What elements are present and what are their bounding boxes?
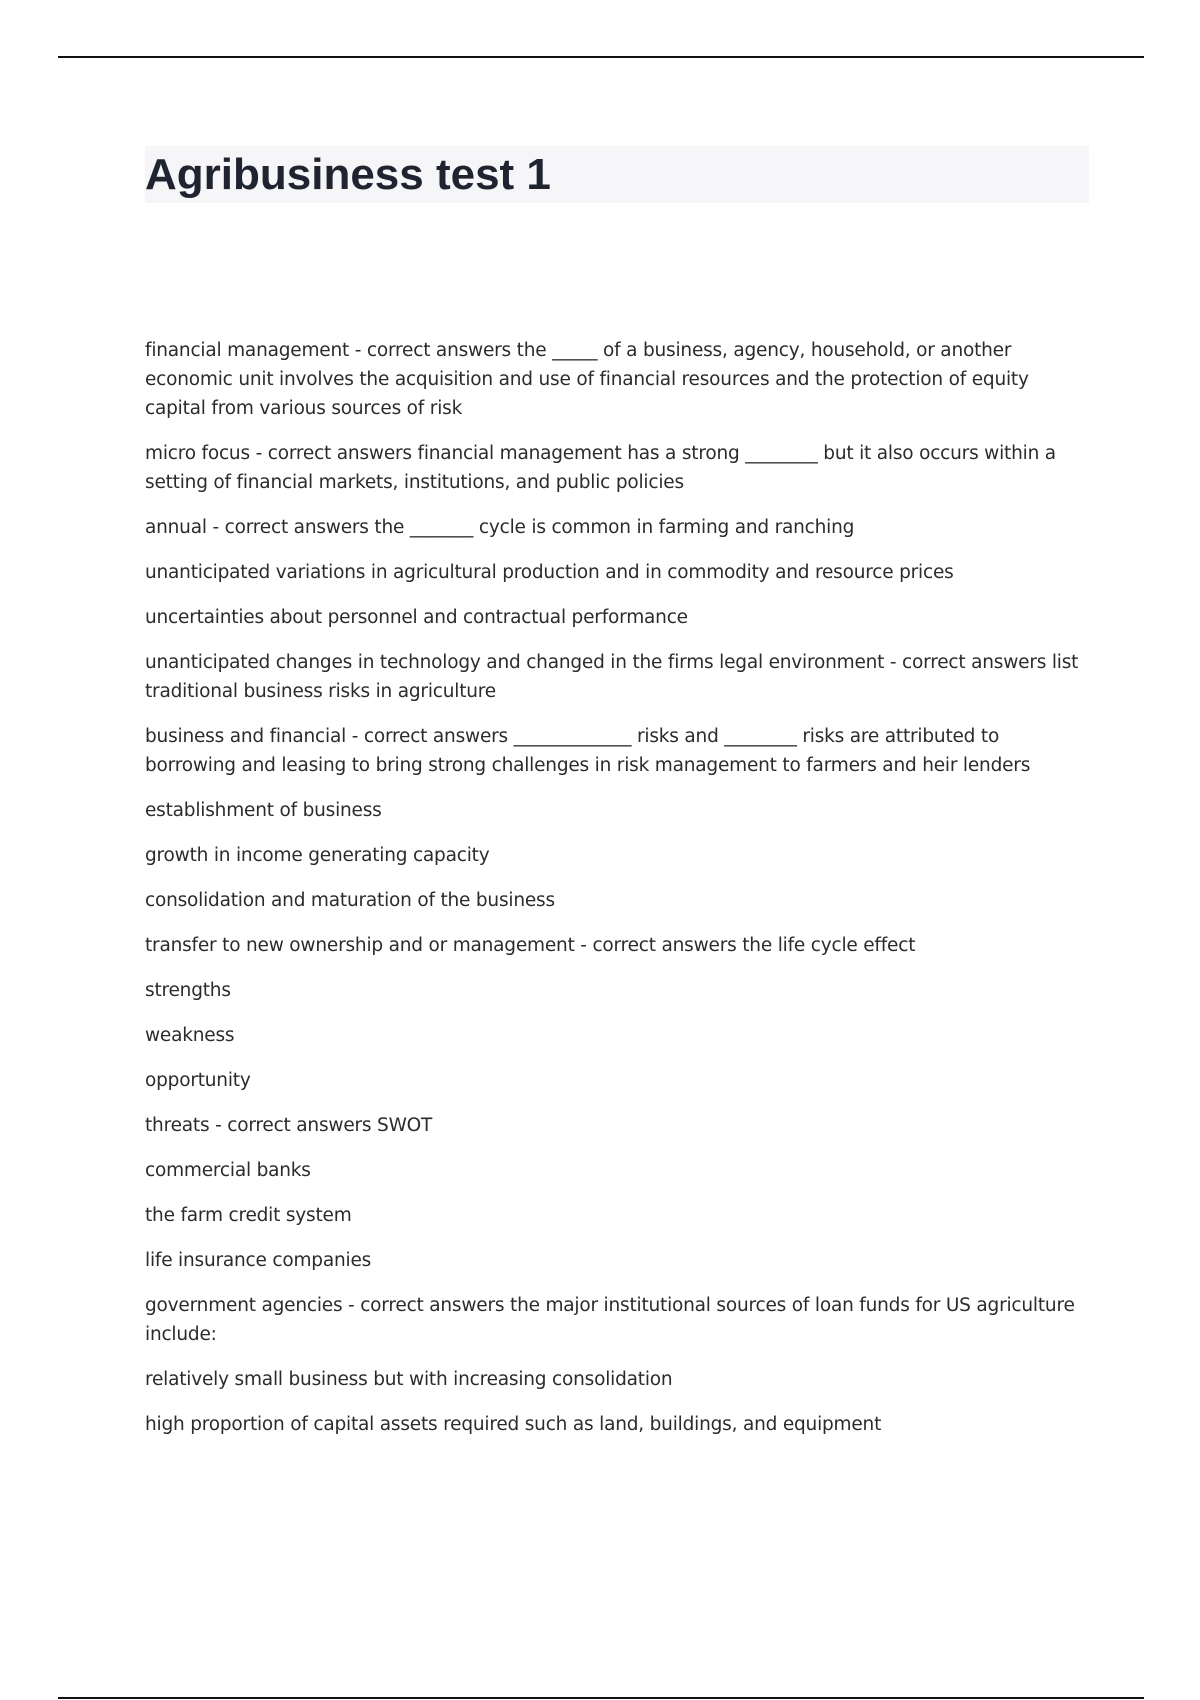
entry-13: weakness	[145, 1025, 235, 1046]
entry-16: commercial banks	[145, 1160, 311, 1181]
document-body	[145, 336, 1089, 1455]
entry-9: growth in income generating capacity	[145, 845, 490, 866]
top-rule	[58, 56, 1144, 58]
entry-2: micro focus - correct answers financial management has a strong ________ but it also occurs within a setting of financial markets, institutions, and public policies	[145, 443, 1056, 493]
entry-8: establishment of business	[145, 800, 382, 821]
entry-5: uncertainties about personnel and contractual performance	[145, 607, 688, 628]
entry-10: consolidation and maturation of the business	[145, 890, 555, 911]
entry-4: unanticipated variations in agricultural production and in commodity and resource prices	[145, 562, 954, 583]
entry-11: transfer to new ownership and or management - correct answers the life cycle effect	[145, 935, 916, 956]
title-banner	[145, 146, 1089, 203]
page-title: Agribusiness test 1	[145, 149, 551, 199]
entry-7: business and financial - correct answers _____________ risks and ________ risks are attributed to borrowing and leasing to bring strong challenges in risk management to farmers and heir lenders	[145, 726, 1031, 776]
entry-14: opportunity	[145, 1070, 251, 1091]
entry-6: unanticipated changes in technology and changed in the firms legal environment - correct answers list traditional business risks in agriculture	[145, 652, 1079, 702]
entry-17: the farm credit system	[145, 1205, 352, 1226]
entry-19: government agencies - correct answers the major institutional sources of loan funds for US agriculture include:	[145, 1295, 1075, 1345]
entry-18: life insurance companies	[145, 1250, 372, 1271]
entry-20: relatively small business but with increasing consolidation	[145, 1369, 673, 1390]
entry-12: strengths	[145, 980, 231, 1001]
entry-3: annual - correct answers the _______ cycle is common in farming and ranching	[145, 517, 855, 538]
entry-1: financial management - correct answers the _____ of a business, agency, household, or another economic unit involves the acquisition and use of financial resources and the protection of equity capital from various sources of risk	[145, 340, 1029, 419]
bottom-rule	[58, 1697, 1144, 1699]
entry-15: threats - correct answers SWOT	[145, 1115, 433, 1136]
entry-21: high proportion of capital assets required such as land, buildings, and equipment	[145, 1414, 882, 1435]
